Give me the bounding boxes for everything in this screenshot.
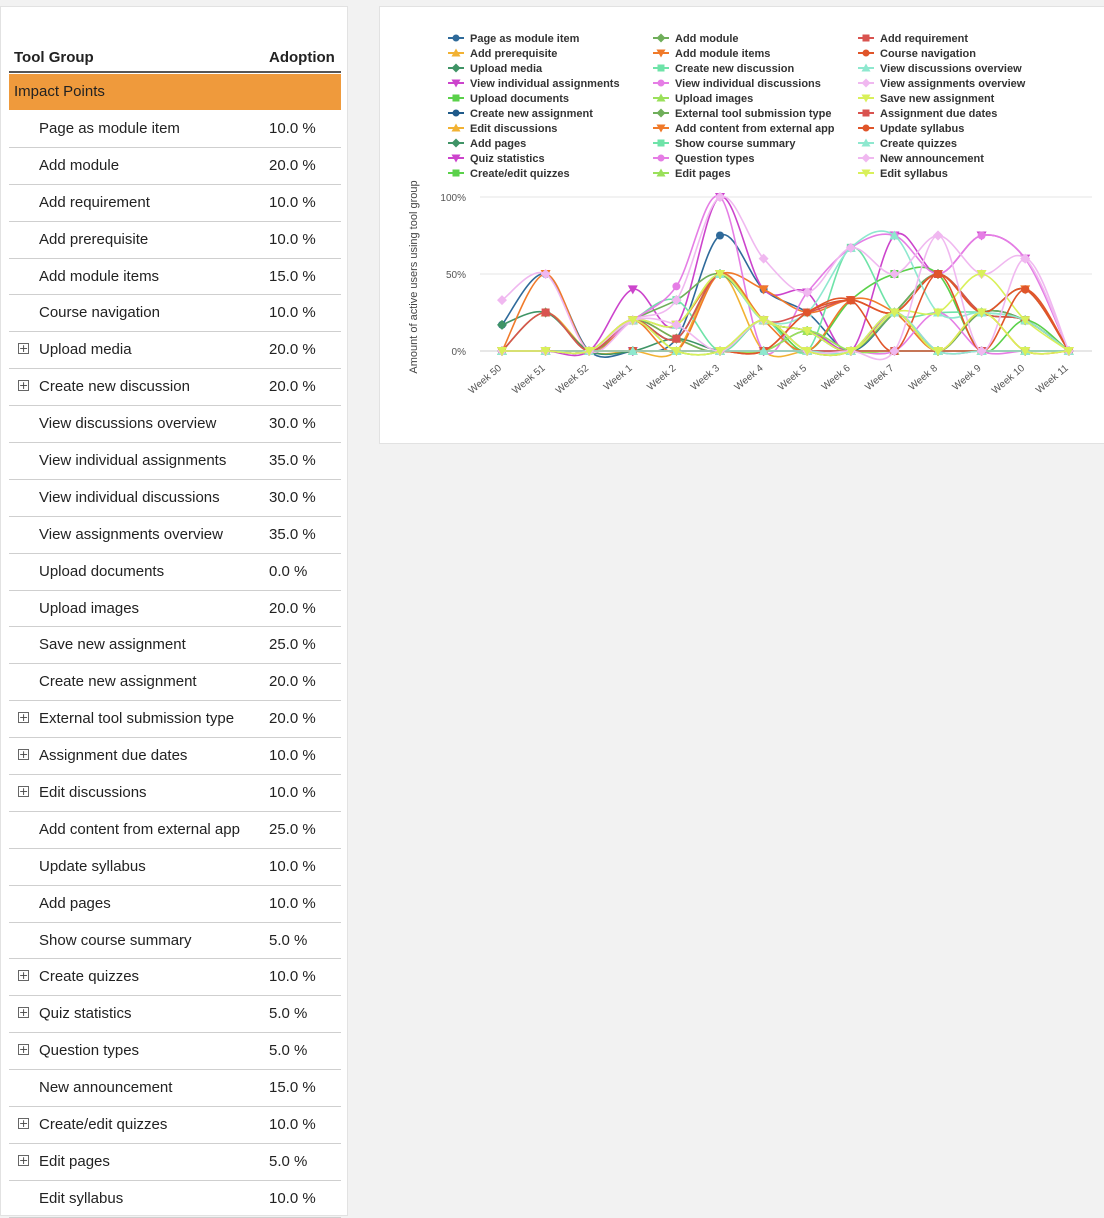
y-tick-label: 0% bbox=[451, 347, 466, 358]
data-point bbox=[672, 335, 680, 343]
adoption-value: 10.0 % bbox=[269, 747, 316, 765]
legend-marker bbox=[863, 35, 870, 42]
table-row[interactable] bbox=[9, 185, 341, 222]
table-row[interactable] bbox=[9, 1181, 341, 1218]
legend-label: Upload media bbox=[470, 63, 543, 75]
legend-label: Update syllabus bbox=[880, 123, 965, 135]
adoption-value: 10.0 % bbox=[269, 193, 316, 211]
adoption-value: 20.0 % bbox=[269, 710, 316, 728]
adoption-value: 10.0 % bbox=[269, 230, 316, 248]
tool-name: Assignment due dates bbox=[39, 747, 188, 765]
expand-plus-icon[interactable]: + bbox=[19, 748, 29, 762]
legend-label: Add module bbox=[675, 33, 739, 45]
y-axis-label: Amount of active users using tool group bbox=[408, 180, 420, 374]
legend-label: Create/edit quizzes bbox=[470, 168, 570, 180]
adoption-value: 10.0 % bbox=[269, 894, 316, 912]
line-chart bbox=[380, 7, 1104, 445]
expand-plus-icon[interactable]: + bbox=[19, 711, 29, 725]
x-tick-label: Week 50 bbox=[466, 362, 504, 397]
table-row[interactable] bbox=[9, 517, 341, 554]
legend-label: Edit syllabus bbox=[880, 168, 948, 180]
data-point bbox=[497, 320, 507, 330]
legend-marker bbox=[863, 50, 870, 57]
data-point bbox=[803, 309, 811, 317]
expand-plus-icon[interactable]: + bbox=[19, 1153, 29, 1167]
legend-marker bbox=[658, 65, 665, 72]
adoption-value: 10.0 % bbox=[269, 857, 316, 875]
adoption-value: 35.0 % bbox=[269, 525, 316, 543]
series-line bbox=[502, 235, 1069, 358]
legend-marker bbox=[658, 80, 665, 87]
tool-name: View individual discussions bbox=[39, 488, 220, 506]
tool-name: View discussions overview bbox=[39, 415, 217, 433]
tool-group-rows bbox=[9, 111, 341, 1218]
legend-label: Quiz statistics bbox=[470, 153, 545, 165]
tool-name: Page as module item bbox=[39, 120, 180, 137]
table-row[interactable] bbox=[9, 959, 341, 996]
adoption-value: 25.0 % bbox=[269, 636, 316, 654]
legend-marker bbox=[863, 110, 870, 117]
adoption-value: 20.0 % bbox=[269, 156, 316, 174]
x-tick-label: Week 4 bbox=[732, 362, 766, 393]
tool-name: Create new discussion bbox=[39, 378, 190, 396]
table-row[interactable] bbox=[9, 295, 341, 332]
table-row[interactable] bbox=[9, 701, 341, 738]
table-row[interactable] bbox=[9, 443, 341, 480]
table-row[interactable] bbox=[9, 111, 341, 148]
tool-name: Create new assignment bbox=[39, 673, 197, 691]
x-tick-label: Week 52 bbox=[553, 362, 592, 397]
table-row[interactable] bbox=[9, 664, 341, 701]
tool-name: Quiz statistics bbox=[39, 1005, 132, 1023]
data-point bbox=[934, 270, 942, 278]
tool-name: Add requirement bbox=[39, 193, 150, 211]
adoption-value: 5.0 % bbox=[269, 1042, 308, 1060]
tool-name: Upload documents bbox=[39, 562, 165, 580]
table-row[interactable] bbox=[9, 775, 341, 812]
adoption-value: 10.0 % bbox=[269, 784, 316, 802]
legend-label: View assignments overview bbox=[880, 78, 1026, 90]
x-tick-label: Week 2 bbox=[645, 362, 679, 393]
adoption-value: 15.0 % bbox=[269, 267, 316, 285]
adoption-value: 15.0 % bbox=[269, 1079, 316, 1097]
adoption-value: 10.0 % bbox=[269, 968, 316, 986]
table-row[interactable] bbox=[9, 1033, 341, 1070]
table-row[interactable] bbox=[9, 849, 341, 886]
table-row[interactable] bbox=[9, 554, 341, 591]
x-tick-label: Week 1 bbox=[601, 362, 635, 393]
table-row[interactable] bbox=[9, 1144, 341, 1181]
legend-label: Add content from external app bbox=[675, 123, 835, 135]
x-tick-label: Week 11 bbox=[1034, 362, 1071, 397]
table-row[interactable] bbox=[9, 222, 341, 259]
legend-label: View individual discussions bbox=[675, 78, 821, 90]
legend-label: New announcement bbox=[880, 153, 984, 165]
tool-name: Edit syllabus bbox=[39, 1189, 124, 1207]
group-row-impact-points[interactable] bbox=[9, 74, 341, 110]
table-header bbox=[9, 43, 341, 73]
legend-label: Question types bbox=[675, 153, 755, 165]
legend-marker bbox=[452, 139, 461, 148]
legend-marker bbox=[863, 125, 870, 132]
table-row[interactable] bbox=[9, 1070, 341, 1107]
table-row[interactable] bbox=[9, 738, 341, 775]
adoption-value: 5.0 % bbox=[269, 1005, 308, 1023]
tool-name: Create quizzes bbox=[39, 968, 140, 986]
legend-label: Upload documents bbox=[470, 93, 570, 105]
tool-name: Course navigation bbox=[39, 304, 160, 322]
legend-label: Create quizzes bbox=[880, 138, 958, 150]
legend-marker bbox=[658, 155, 665, 162]
table-row[interactable] bbox=[9, 812, 341, 849]
legend-label: Upload images bbox=[675, 93, 754, 105]
expand-plus-icon[interactable]: + bbox=[19, 379, 29, 393]
legend-label: Show course summary bbox=[675, 138, 796, 150]
x-tick-label: Week 8 bbox=[907, 362, 940, 393]
table-row[interactable] bbox=[9, 406, 341, 443]
tool-name: Add content from external app bbox=[39, 820, 240, 838]
adoption-value: 5.0 % bbox=[269, 1152, 308, 1170]
legend-marker bbox=[657, 109, 666, 118]
legend-marker bbox=[453, 95, 460, 102]
tool-name: Upload images bbox=[39, 599, 140, 617]
tool-name: Edit pages bbox=[39, 1152, 110, 1170]
x-tick-label: Week 10 bbox=[989, 362, 1028, 397]
legend-marker bbox=[862, 154, 871, 163]
legend-label: External tool submission type bbox=[675, 108, 832, 120]
x-tick-label: Week 9 bbox=[950, 362, 984, 393]
tool-name: Question types bbox=[39, 1042, 140, 1060]
expand-plus-icon[interactable]: + bbox=[19, 1006, 29, 1020]
tool-name: Add pages bbox=[39, 894, 111, 912]
adoption-value: 20.0 % bbox=[269, 378, 316, 396]
data-point bbox=[847, 296, 855, 304]
tool-name: Show course summary bbox=[39, 931, 192, 949]
expand-plus-icon[interactable]: + bbox=[19, 969, 29, 983]
legend-marker bbox=[862, 79, 871, 88]
group-label: Impact Points bbox=[14, 83, 105, 100]
expand-plus-icon[interactable]: + bbox=[19, 785, 29, 799]
table-row[interactable] bbox=[9, 1107, 341, 1144]
adoption-value: 35.0 % bbox=[269, 452, 316, 470]
table-row[interactable] bbox=[9, 369, 341, 406]
legend-marker bbox=[453, 170, 460, 177]
tool-name: View assignments overview bbox=[39, 525, 223, 543]
tool-name: Add module items bbox=[39, 267, 160, 285]
data-point bbox=[542, 309, 550, 317]
tool-name: Add module bbox=[39, 156, 120, 174]
data-point bbox=[672, 282, 680, 290]
legend-label: View individual assignments bbox=[470, 78, 620, 90]
legend-label: Add module items bbox=[675, 48, 771, 60]
tool-name: View individual assignments bbox=[39, 452, 227, 470]
expand-plus-icon[interactable]: + bbox=[19, 1043, 29, 1057]
tool-name: Edit discussions bbox=[39, 784, 147, 802]
table-row[interactable] bbox=[9, 923, 341, 960]
tool-group-panel bbox=[0, 6, 348, 1216]
tool-name: Save new assignment bbox=[39, 636, 186, 654]
table-row[interactable] bbox=[9, 480, 341, 517]
legend-marker bbox=[453, 110, 460, 117]
legend-label: Assignment due dates bbox=[880, 108, 998, 120]
x-tick-label: Week 5 bbox=[776, 362, 810, 393]
y-tick-label: 100% bbox=[440, 193, 466, 204]
table-row[interactable] bbox=[9, 259, 341, 296]
legend-marker bbox=[452, 64, 461, 73]
tool-name: New announcement bbox=[39, 1079, 173, 1097]
legend-label: Course navigation bbox=[880, 48, 976, 60]
tool-name: Upload media bbox=[39, 341, 132, 359]
legend-label: Create new assignment bbox=[470, 108, 593, 120]
column-header-tool-group[interactable]: Tool Group bbox=[14, 49, 94, 66]
expand-plus-icon[interactable]: + bbox=[19, 342, 29, 356]
legend-label: Create new discussion bbox=[675, 63, 795, 75]
data-point bbox=[933, 231, 943, 241]
table-row[interactable] bbox=[9, 627, 341, 664]
adoption-value: 10.0 % bbox=[269, 1189, 316, 1207]
legend-label: Add requirement bbox=[880, 33, 969, 45]
adoption-value: 20.0 % bbox=[269, 341, 316, 359]
adoption-value: 30.0 % bbox=[269, 488, 316, 506]
tool-name: Update syllabus bbox=[39, 857, 146, 875]
x-tick-label: Week 7 bbox=[863, 362, 897, 393]
adoption-value: 0.0 % bbox=[269, 562, 308, 580]
column-header-adoption[interactable]: Adoption bbox=[269, 49, 335, 66]
data-point bbox=[716, 232, 724, 240]
legend-label: Add pages bbox=[470, 138, 527, 150]
adoption-value: 10.0 % bbox=[269, 120, 316, 137]
table-row[interactable] bbox=[9, 591, 341, 628]
adoption-value: 25.0 % bbox=[269, 820, 316, 838]
legend-label: Page as module item bbox=[470, 33, 580, 45]
table-row[interactable] bbox=[9, 332, 341, 369]
legend-label: Edit pages bbox=[675, 168, 731, 180]
tool-name: Create/edit quizzes bbox=[39, 1116, 168, 1134]
adoption-value: 10.0 % bbox=[269, 304, 316, 322]
adoption-value: 5.0 % bbox=[269, 931, 308, 949]
table-row[interactable] bbox=[9, 996, 341, 1033]
x-tick-label: Week 3 bbox=[689, 362, 722, 393]
legend-marker bbox=[453, 35, 460, 42]
x-tick-label: Week 6 bbox=[819, 362, 853, 393]
tool-name: Add prerequisite bbox=[39, 230, 149, 248]
adoption-value: 10.0 % bbox=[269, 1116, 316, 1134]
adoption-value: 20.0 % bbox=[269, 673, 316, 691]
y-tick-label: 50% bbox=[445, 270, 466, 281]
chart-card bbox=[379, 6, 1104, 444]
expand-plus-icon[interactable]: + bbox=[19, 1117, 29, 1131]
table-row[interactable] bbox=[9, 886, 341, 923]
tool-name: External tool submission type bbox=[39, 710, 235, 728]
x-tick-label: Week 51 bbox=[510, 362, 548, 397]
legend-marker bbox=[657, 34, 666, 43]
legend-label: Save new assignment bbox=[880, 93, 995, 105]
legend-label: Add prerequisite bbox=[470, 48, 558, 60]
legend-label: View discussions overview bbox=[880, 63, 1022, 75]
data-point bbox=[978, 232, 986, 240]
legend-label: Edit discussions bbox=[470, 123, 558, 135]
data-point bbox=[1021, 285, 1029, 293]
legend-marker bbox=[658, 140, 665, 147]
adoption-value: 20.0 % bbox=[269, 599, 316, 617]
adoption-value: 30.0 % bbox=[269, 415, 316, 433]
table-row[interactable] bbox=[9, 148, 341, 185]
